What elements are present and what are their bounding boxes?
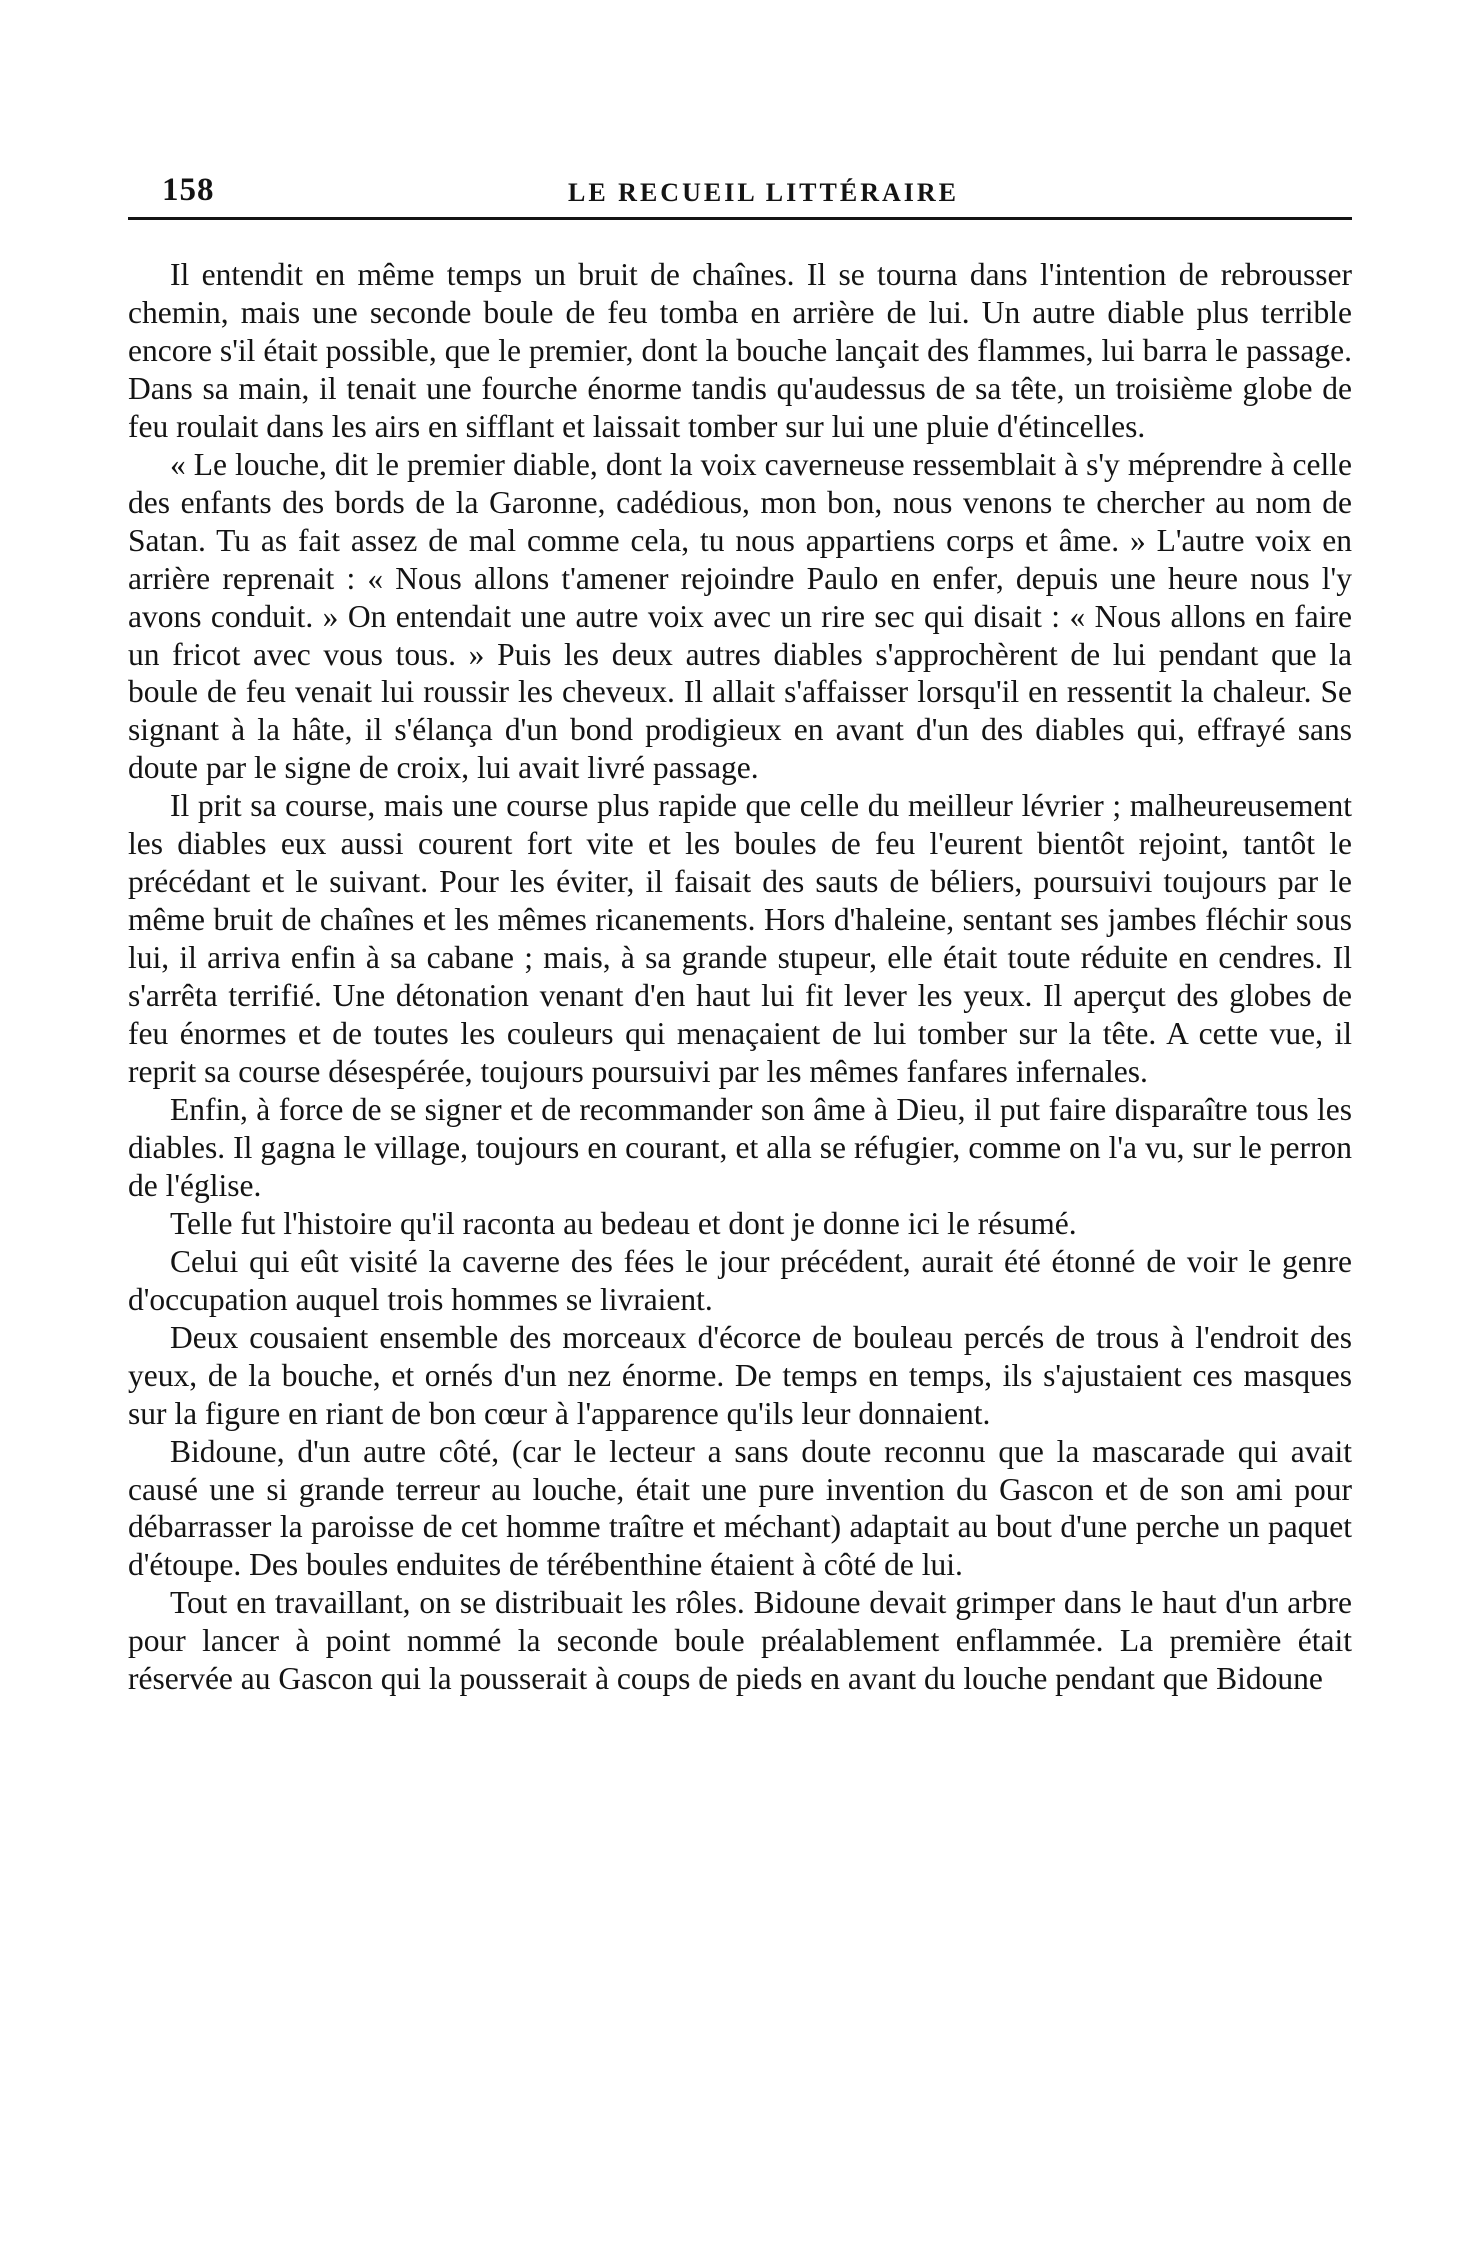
page-header: [128, 168, 1352, 220]
paragraph: Il entendit en même temps un bruit de chaînes. Il se tourna dans l'intention de rebrousser chemin, mais une seconde boule de feu tomba en arrière de lui. Un autre diable plus terrible encore s'il était possible, que le premier, dont la bouche lançait des flammes, lui barra le passage. Dans sa main, il tenait une fourche énorme tandis qu'audessus de sa tête, un troisième globe de feu roulait dans les airs en sifflant et laissait tomber sur lui une pluie d'étincelles.: [128, 257, 1352, 444]
paragraph: « Le louche, dit le premier diable, dont la voix caverneuse ressemblait à s'y méprendre à celle des enfants des bords de la Garonne, cadédious, mon bon, nous venons te chercher au nom de Satan. Tu as fait assez de mal comme cela, tu nous appartiens corps et âme. » L'autre voix en arrière reprenait : « Nous allons t'amener rejoindre Paulo en enfer, depuis une heure nous l'y avons conduit. » On entendait une autre voix avec un rire sec qui disait : « Nous allons en faire un fricot avec vous tous. » Puis les deux autres diables s'approchèrent de lui pendant que la boule de feu venait lui roussir les cheveux. Il allait s'affaisser lorsqu'il en ressentit la chaleur. Se signant à la hâte, il s'élança d'un bond prodigieux en avant d'un des diables qui, effrayé sans doute par le signe de croix, lui avait livré passage.: [128, 446, 1352, 786]
page-body: [128, 256, 1352, 1698]
paragraph: Enfin, à force de se signer et de recommander son âme à Dieu, il put faire disparaître tous les diables. Il gagna le village, toujours en courant, et alla se réfugier, comme on l'a vu, sur le perron de l'église.: [128, 1091, 1352, 1203]
paragraph: Bidoune, d'un autre côté, (car le lecteur a sans doute reconnu que la mascarade qui avait causé une si grande terreur au louche, était une pure invention du Gascon et de son ami pour débarrasser la paroisse de cet homme traître et méchant) adaptait au bout d'une perche un paquet d'étoupe. Des boules enduites de térébenthine étaient à côté de lui.: [128, 1433, 1352, 1583]
running-title: LE RECUEIL LITTÉRAIRE: [568, 178, 959, 207]
page-number: 158: [162, 172, 215, 208]
header-rule: [128, 217, 1352, 220]
paragraph: Telle fut l'histoire qu'il raconta au bedeau et dont je donne ici le résumé.: [170, 1205, 1077, 1241]
paragraph: Deux cousaient ensemble des morceaux d'écorce de bouleau percés de trous à l'endroit des yeux, de la bouche, et ornés d'un nez énorme. De temps en temps, ils s'ajustaient ces masques sur la figure en riant de bon cœur à l'apparence qu'ils leur donnaient.: [128, 1319, 1352, 1431]
paragraph: Tout en travaillant, on se distribuait les rôles. Bidoune devait grimper dans le haut d'un arbre pour lancer à point nommé la seconde boule préalablement enflammée. La première était réservée au Gascon qui la pousserait à coups de pieds en avant du louche pendant que Bidoune: [128, 1585, 1352, 1697]
paragraph: Il prit sa course, mais une course plus rapide que celle du meilleur lévrier ; malheureusement les diables eux aussi courent fort vite et les boules de feu l'eurent bientôt rejoint, tantôt le précédant et le suivant. Pour les éviter, il faisait des sauts de béliers, poursuivi toujours par le même bruit de chaînes et les mêmes ricanements. Hors d'haleine, sentant ses jambes fléchir sous lui, il arriva enfin à sa cabane ; mais, à sa grande stupeur, elle était toute réduite en cendres. Il s'arrêta terrifié. Une détonation venant d'en haut lui fit lever les yeux. Il aperçut des globes de feu énormes et de toutes les couleurs qui menaçaient de lui tomber sur la tête. A cette vue, il reprit sa course désespérée, toujours poursuivi par les mêmes fanfares infernales.: [128, 788, 1352, 1090]
paragraph: Celui qui eût visité la caverne des fées le jour précédent, aurait été étonné de voir le genre d'occupation auquel trois hommes se livraient.: [128, 1243, 1352, 1317]
